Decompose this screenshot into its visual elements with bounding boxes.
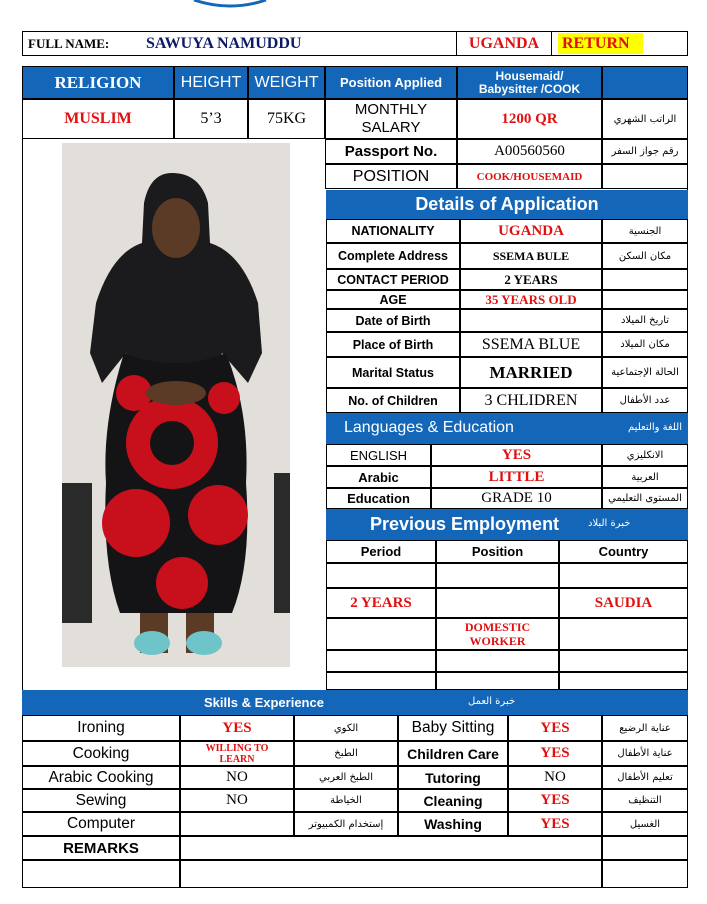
height-value: 5’3 — [174, 99, 248, 139]
detail-value: 2 YEARS — [460, 269, 602, 290]
weight-value: 75KG — [248, 99, 325, 139]
emp-row-1-period — [326, 563, 436, 588]
religion-header: RELIGION — [22, 66, 174, 99]
detail-value: UGANDA — [460, 219, 602, 243]
skill-left-label: Computer — [22, 812, 180, 836]
religion-value: MUSLIM — [22, 99, 174, 139]
employment-title-bar — [326, 509, 688, 540]
employment-title: Previous Employment — [370, 514, 560, 534]
skills-title-ar: خبرة العمل — [468, 696, 516, 707]
skill-left-ar: الطبخ العربي — [294, 766, 398, 789]
detail-label: No. of Children — [326, 388, 460, 413]
skill-left-label: Arabic Cooking — [22, 766, 180, 789]
weight-header: WEIGHT — [248, 66, 325, 99]
candidate-photo — [62, 143, 290, 667]
skill-right-ar: تعليم الأطفال — [602, 766, 688, 789]
emp-row-1-country — [559, 563, 688, 588]
emp-col-period: Period — [326, 540, 436, 563]
language-value: YES — [431, 444, 602, 466]
emp-period-value: 2 YEARS — [326, 588, 436, 618]
skills-title: Skills & Experience — [204, 695, 324, 710]
skill-right-ar: الغسيل — [602, 812, 688, 836]
summary-header-blank — [602, 66, 688, 99]
height-header: HEIGHT — [174, 66, 248, 99]
person-figure — [62, 143, 290, 667]
skill-left-ar: إستخدام الكمبيوتر — [294, 812, 398, 836]
emp-row-4-country — [559, 650, 688, 672]
skill-left-ar: الطبخ — [294, 741, 398, 766]
emp-row-5-position — [436, 672, 559, 690]
country-value: UGANDA — [456, 31, 552, 56]
language-ar-label: المستوى التعليمي — [602, 488, 688, 509]
emp-row-2-position — [436, 588, 559, 618]
skill-left-value: NO — [180, 766, 294, 789]
monthly-salary-label: MONTHLY SALARY — [325, 99, 457, 139]
skill-right-value: NO — [508, 766, 602, 789]
position-blank — [602, 164, 688, 189]
full-name-value: SAWUYA NAMUDDU — [146, 34, 302, 52]
detail-value: SSEMA BULE — [460, 243, 602, 269]
detail-label: Marital Status — [326, 357, 460, 388]
emp-row-5-period — [326, 672, 436, 690]
detail-value: MARRIED — [460, 357, 602, 388]
skill-right-value: YES — [508, 789, 602, 812]
detail-label: AGE — [326, 290, 460, 309]
passport-label: Passport No. — [325, 139, 457, 164]
detail-label: Complete Address — [326, 243, 460, 269]
detail-ar-label: الحالة الإجتماعية — [602, 357, 688, 388]
position-applied-header: Position Applied — [325, 66, 457, 99]
skills-title-bar — [22, 690, 688, 715]
language-label: Education — [326, 488, 431, 509]
language-ar-label: الانكليزي — [602, 444, 688, 466]
skill-right-label: Tutoring — [398, 766, 508, 789]
language-value: GRADE 10 — [431, 488, 602, 509]
detail-value: SSEMA BLUE — [460, 332, 602, 357]
skill-left-value: NO — [180, 789, 294, 812]
detail-value: 3 CHLIDREN — [460, 388, 602, 413]
emp-row-3-country — [559, 618, 688, 650]
skill-right-label: Baby Sitting — [398, 715, 508, 741]
skill-left-label: Ironing — [22, 715, 180, 741]
language-label: Arabic — [326, 466, 431, 488]
detail-ar-label — [602, 269, 688, 290]
status-badge — [558, 33, 643, 54]
languages-title-bar — [326, 413, 688, 444]
detail-ar-label: الجنسية — [602, 219, 688, 243]
skill-right-label: Children Care — [398, 741, 508, 766]
detail-value — [460, 309, 602, 332]
skill-right-ar: عناية الأطفال — [602, 741, 688, 766]
skill-left-value: YES — [180, 715, 294, 741]
skill-right-value: YES — [508, 741, 602, 766]
detail-value: 35 YEARS OLD — [460, 290, 602, 309]
skill-right-ar: التنظيف — [602, 789, 688, 812]
remarks-ar — [602, 836, 688, 860]
emp-row-5-country — [559, 672, 688, 690]
emp-col-country: Country — [559, 540, 688, 563]
emp-row-4-period — [326, 650, 436, 672]
detail-ar-label: مكان الميلاد — [602, 332, 688, 357]
emp-country-value: SAUDIA — [559, 588, 688, 618]
position-applied-value: Housemaid/ Babysitter /COOK — [457, 66, 602, 99]
emp-row-1-position — [436, 563, 559, 588]
remarks-extra-right — [602, 860, 688, 888]
remarks-extra-mid — [180, 860, 602, 888]
skill-left-label: Sewing — [22, 789, 180, 812]
detail-label: Date of Birth — [326, 309, 460, 332]
position-value: COOK/HOUSEMAID — [457, 164, 602, 189]
remarks-value — [180, 836, 602, 860]
remarks-extra-left — [22, 860, 180, 888]
language-ar-label: العربية — [602, 466, 688, 488]
status-text: RETURN — [562, 34, 630, 52]
skill-right-value: YES — [508, 715, 602, 741]
remarks-label: REMARKS — [22, 836, 180, 860]
detail-ar-label: تاريخ الميلاد — [602, 309, 688, 332]
skill-right-value: YES — [508, 812, 602, 836]
salary-value: 1200 QR — [457, 99, 602, 139]
languages-title-ar: اللغة والتعليم — [628, 422, 682, 433]
skill-left-value — [180, 812, 294, 836]
emp-position-value: DOMESTIC WORKER — [436, 618, 559, 650]
detail-label: CONTACT PERIOD — [326, 269, 460, 290]
languages-title: Languages & Education — [344, 419, 514, 436]
language-value: LITTLE — [431, 466, 602, 488]
emp-col-position: Position — [436, 540, 559, 563]
detail-label: Place of Birth — [326, 332, 460, 357]
skill-left-value: WILLING TO LEARN — [180, 741, 294, 766]
full-name-label: FULL NAME: — [28, 35, 110, 51]
language-label: ENGLISH — [326, 444, 431, 466]
emp-row-4-position — [436, 650, 559, 672]
detail-label: NATIONALITY — [326, 219, 460, 243]
detail-ar-label: مكان السكن — [602, 243, 688, 269]
detail-ar-label — [602, 290, 688, 309]
passport-value: A00560560 — [457, 139, 602, 164]
employment-title-ar: خبرة البلاد — [588, 518, 631, 529]
logo-arc-fragment — [190, 0, 270, 8]
position-label: POSITION — [325, 164, 457, 189]
detail-ar-label: عدد الأطفال — [602, 388, 688, 413]
skill-right-label: Cleaning — [398, 789, 508, 812]
emp-row-3-period — [326, 618, 436, 650]
skill-left-ar: الخياطة — [294, 789, 398, 812]
details-title: Details of Application — [326, 190, 688, 219]
skill-left-ar: الكوي — [294, 715, 398, 741]
passport-ar-label: رقم جواز السفر — [602, 139, 688, 164]
skill-right-ar: عناية الرضيع — [602, 715, 688, 741]
salary-ar-label: الراتب الشهري — [602, 99, 688, 139]
skill-left-label: Cooking — [22, 741, 180, 766]
skill-right-label: Washing — [398, 812, 508, 836]
